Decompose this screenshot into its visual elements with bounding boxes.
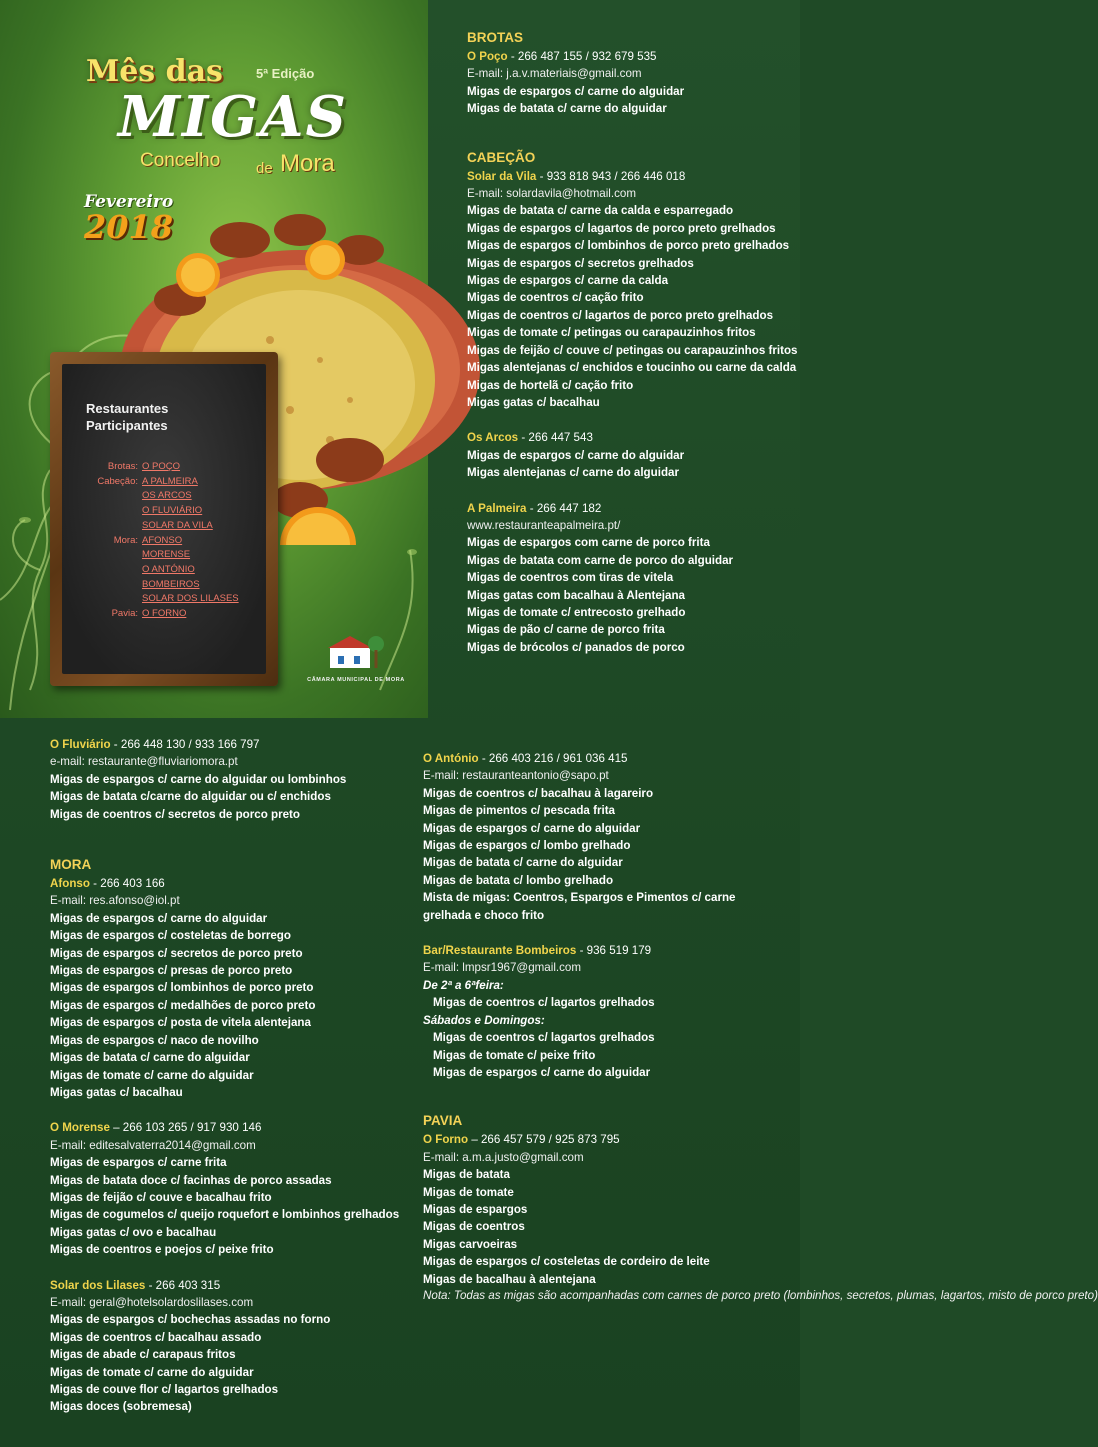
restaurant-phone: - 936 519 179 [576, 944, 652, 958]
board-row-value: O POÇO [142, 461, 181, 472]
board-row-label: Pavia: [111, 608, 138, 620]
restaurant-phone: - 266 403 315 [145, 1278, 221, 1292]
dish-item: Migas de espargos c/ lombinhos de porco preto [50, 981, 314, 995]
dish-item: Migas de batata c/carne do alguidar ou c/ enchidos [50, 790, 331, 804]
restaurant-name: Solar da Vila [467, 169, 537, 183]
dish-item: Migas de tomate [423, 1185, 514, 1199]
restaurant-name: Afonso [50, 877, 90, 891]
dish-item: Migas de espargos com carne de porco frita [467, 536, 710, 550]
dish-item: Migas gatas c/ ovo e bacalhau [50, 1225, 217, 1239]
note: Nota: Todas as migas são acompanhadas com carnes de porco preto (lombinhos, secretos, plumas, lagartos, misto de porco preto) [423, 1288, 1098, 1302]
board-row-value: SOLAR DOS LILASES [142, 593, 239, 605]
dish-list-a-palmeira [467, 534, 797, 656]
restaurant-line-o-fluviario [50, 736, 410, 753]
board-row [72, 548, 258, 563]
region-heading-brotas: BROTAS [467, 30, 523, 45]
dish-item: Migas carvoeiras [423, 1237, 518, 1251]
dish-item: Migas de batata [423, 1168, 510, 1182]
poster-title-top: Mês das [86, 54, 223, 89]
dish-item: Migas de coentros c/ secretos de porco preto [50, 807, 300, 821]
camara-caption: CÂMARA MUNICIPAL DE MORA [307, 677, 405, 683]
restaurant-phone: - 266 403 166 [89, 877, 165, 891]
board-row-label [72, 504, 142, 519]
restaurant-line-a-palmeira [467, 500, 797, 517]
board-row-value: O FORNO [142, 608, 187, 620]
dish-item: Migas de brócolos c/ panados de porco [467, 640, 685, 654]
dish-item: Migas de espargos c/ lombo grelhado [423, 839, 631, 853]
dish-item: Migas de pão c/ carne de porco frita [467, 623, 665, 637]
board-heading-1: Restaurantes [86, 401, 169, 416]
restaurant-email[interactable]: E-mail: geral@hotelsolardoslilases.com [50, 1295, 254, 1309]
dish-item: Migas de cogumelos c/ queijo roquefort e lombinhos grelhados [50, 1208, 400, 1222]
region-heading-cabecao: CABEÇÃO [467, 149, 536, 165]
restaurant-name: Os Arcos [467, 431, 519, 445]
dish-list-o-antonio [423, 785, 793, 889]
restaurant-line-o-poco [467, 48, 797, 65]
board-row [72, 504, 258, 519]
dish-item: Migas de coentros c/ cação frito [467, 291, 644, 305]
spacer [467, 482, 797, 500]
restaurant-email[interactable]: E-mail: lmpsr1967@gmail.com [423, 961, 582, 975]
dish-item: Migas de espargos c/ lagartos de porco preto grelhados [467, 221, 776, 235]
restaurant-phone: - 266 487 155 / 932 679 535 [507, 50, 657, 63]
poster-subtitle-de: de [256, 160, 273, 177]
dish-item: Migas de coentros c/ lagartos de porco preto grelhados [467, 308, 774, 322]
board-row [72, 489, 258, 504]
dish-item: Migas de espargos c/ carne do alguidar [50, 911, 268, 925]
dish-item: Migas alentejanas c/ enchidos e toucinho ou carne da calda [467, 361, 797, 375]
board-row [72, 519, 258, 534]
restaurant-name: O Fluviário [50, 738, 111, 751]
spacer [50, 1101, 410, 1119]
dish-item: Migas de espargos c/ bochechas assadas no forno [50, 1313, 331, 1327]
restaurant-email[interactable]: E-mail: editesalvaterra2014@gmail.com [50, 1138, 256, 1152]
dish-item: Migas de tomate c/ entrecosto grelhado [467, 605, 686, 619]
dish-list-o-fluviario [50, 771, 410, 823]
dish-list-afonso [50, 910, 410, 1101]
column-fluviario-mora [50, 736, 410, 1416]
dish-item: Migas de espargos c/ secretos de porco preto [50, 946, 303, 960]
dish-item: Migas de batata c/ carne da calda e esparregado [467, 204, 734, 218]
poster [0, 0, 428, 718]
restaurant-email[interactable]: E-mail: restauranteantonio@sapo.pt [423, 769, 609, 783]
board-restaurant-list [72, 460, 258, 622]
restaurant-website[interactable]: www.restauranteapalmeira.pt/ [467, 518, 621, 532]
restaurant-name: O Forno [423, 1133, 469, 1147]
board-row-value: O FLUVIÁRIO [142, 505, 203, 517]
dish-item: Migas gatas com bacalhau à Alentejana [467, 588, 685, 602]
region-heading-pavia: PAVIA [423, 1113, 463, 1129]
restaurant-line-o-morense [50, 1119, 410, 1136]
poster-subtitle-concelho: Concelho [140, 150, 221, 171]
board-row-value: BOMBEIROS [142, 578, 200, 590]
restaurant-name: A Palmeira [467, 501, 527, 515]
dish-list-solar-da-vila [467, 202, 797, 411]
dish-item: Migas de coentros [423, 1220, 525, 1234]
restaurant-line-o-forno [423, 1131, 793, 1148]
dish-item: Migas de batata com carne de porco do alguidar [467, 553, 734, 567]
dish-item: Migas de batata doce c/ facinhas de porco assadas [50, 1173, 332, 1187]
dish-item: Migas de espargos c/ carne da calda [467, 274, 669, 288]
restaurant-phone: – 266 457 579 / 925 873 795 [468, 1133, 620, 1147]
poster-year: 2018 [84, 208, 174, 246]
poster-title [80, 50, 380, 190]
poster-month: Fevereiro [84, 192, 174, 212]
camara-logo [296, 630, 416, 683]
restaurant-line-solar-dos-lilases [50, 1277, 410, 1294]
board-row-label [72, 519, 142, 534]
dish-item: Migas de batata c/ carne do alguidar [423, 856, 623, 870]
dish-item: Migas de tomate c/ peixe frito [433, 1048, 596, 1062]
restaurant-email[interactable]: E-mail: j.a.v.materiais@gmail.com [467, 67, 642, 81]
dish-item: Migas de espargos c/ costeletas de cordeiro de leite [423, 1255, 710, 1269]
dish-item: Migas de espargos c/ carne do alguidar [467, 84, 685, 98]
restaurant-line-afonso [50, 875, 410, 892]
dish-item: Migas de espargos c/ lombinhos de porco preto grelhados [467, 239, 790, 253]
restaurant-email[interactable]: e-mail: restaurante@fluviariomora.pt [50, 755, 238, 769]
weekend-label: Sábados e Domingos: [423, 1013, 545, 1027]
spacer [467, 411, 797, 429]
board-row-value: OS ARCOS [142, 490, 192, 502]
dish-item: Migas de espargos c/ posta de vitela alentejana [50, 1016, 311, 1030]
restaurant-email[interactable]: E-mail: res.afonso@iol.pt [50, 894, 180, 908]
dish-item: Migas de tomate c/ petingas ou carapauzinhos fritos [467, 326, 756, 340]
dish-item: Migas de batata c/ carne do alguidar [50, 1051, 250, 1065]
column-antonio-pavia [423, 750, 1098, 1305]
board-row-label [72, 578, 142, 593]
dish-item: Migas de pimentos c/ pescada frita [423, 804, 615, 818]
chalkboard-surface [62, 364, 266, 674]
dish-item: Migas de coentros c/ lagartos grelhados [433, 996, 655, 1010]
board-row [72, 578, 258, 593]
dish-item: Migas doces (sobremesa) [50, 1400, 192, 1414]
dish-item: Migas de bacalhau à alentejana [423, 1272, 596, 1286]
dish-item: Migas de abade c/ carapaus fritos [50, 1348, 236, 1362]
board-row-label [72, 489, 142, 504]
dish-item: Migas de coentros c/ lagartos grelhados [433, 1031, 655, 1045]
dish-item: Migas de coentros com tiras de vitela [467, 571, 674, 585]
poster-title-main: MIGAS [118, 84, 348, 150]
restaurant-phone: - 266 448 130 / 933 166 797 [110, 738, 260, 751]
restaurant-email[interactable]: E-mail: a.m.a.justo@gmail.com [423, 1150, 584, 1164]
dish-item: grelhada e choco frito [423, 908, 545, 922]
dish-item: Migas de espargos c/ costeletas de borrego [50, 929, 291, 943]
restaurant-line-solar-da-vila [467, 168, 797, 185]
restaurant-name: O Morense [50, 1121, 110, 1135]
dish-item: Migas de espargos c/ carne do alguidar [433, 1065, 651, 1079]
dish-item: Migas de espargos c/ medalhões de porco preto [50, 998, 316, 1012]
board-row-label: Brotas: [107, 461, 138, 472]
restaurant-phone: – 266 103 265 / 917 930 146 [109, 1121, 262, 1135]
dish-list-bombeiros-weekday [423, 994, 793, 1011]
restaurant-phone: - 266 447 543 [518, 431, 593, 445]
dish-item: Migas de feijão c/ couve c/ petingas ou carapauzinhos fritos [467, 343, 798, 357]
dish-item: Migas de tomate c/ carne do alguidar [50, 1365, 254, 1379]
board-row [72, 563, 258, 578]
dish-item: Migas de tomate c/ carne do alguidar [50, 1068, 254, 1082]
restaurant-phone: - 266 403 216 / 961 036 415 [478, 752, 628, 765]
dish-list-o-poco [467, 83, 797, 118]
dish-item: Migas de espargos c/ secretos grelhados [467, 256, 694, 270]
dish-item: Migas de espargos c/ carne do alguidar [467, 448, 685, 462]
board-row-label [72, 548, 142, 563]
chalkboard [50, 352, 278, 686]
board-row-value: O ANTÓNIO [142, 563, 195, 575]
board-row [72, 460, 258, 475]
spacer [423, 924, 793, 942]
region-heading-mora: MORA [50, 857, 92, 873]
restaurant-name: O António [423, 752, 479, 765]
dish-item: Migas gatas c/ bacalhau [467, 395, 600, 409]
spacer [50, 1259, 410, 1277]
restaurant-name: O Poço [467, 50, 508, 63]
board-row-value: SOLAR DA VILA [142, 519, 213, 531]
dish-item: Migas de espargos c/ naco de novilho [50, 1033, 259, 1047]
dish-list-solar-dos-lilases [50, 1311, 410, 1415]
board-heading-2: Participantes [86, 418, 168, 433]
weekday-label: De 2ª a 6ªfeira: [423, 978, 504, 992]
column-brotas-cabecao [467, 28, 797, 656]
board-row-label: Cabeção: [97, 475, 138, 487]
board-row [72, 592, 258, 607]
dish-list-bombeiros-weekend [423, 1029, 793, 1081]
restaurant-email[interactable]: E-mail: solardavila@hotmail.com [467, 187, 636, 201]
dish-item: Migas de coentros c/ bacalhau à lagareiro [423, 786, 654, 800]
dish-item: Migas de coentros c/ bacalhau assado [50, 1330, 262, 1344]
restaurant-name: Solar dos Lilases [50, 1278, 146, 1292]
dish-list-os-arcos [467, 447, 797, 482]
dish-item: Migas de couve flor c/ lagartos grelhados [50, 1383, 279, 1396]
restaurant-name: Bar/Restaurante Bombeiros [423, 944, 577, 958]
dish-item: Migas de espargos [423, 1202, 528, 1216]
dish-item: Migas de espargos c/ presas de porco preto [50, 964, 293, 978]
board-row-label [72, 563, 142, 578]
restaurant-line-os-arcos [467, 429, 797, 446]
dish-item: Migas de batata c/ lombo grelhado [423, 873, 614, 887]
board-row-value: MORENSE [142, 549, 191, 561]
dish-list-o-morense [50, 1154, 410, 1258]
board-row [72, 534, 258, 549]
dish-item: Migas de espargos c/ carne frita [50, 1156, 227, 1170]
restaurant-line-o-antonio [423, 750, 793, 767]
dish-item: Migas de coentros e poejos c/ peixe frito [50, 1243, 274, 1257]
board-row-value: A PALMEIRA [142, 475, 198, 487]
restaurant-phone: - 933 818 943 / 266 446 018 [536, 169, 686, 183]
board-row-value: AFONSO [142, 534, 183, 546]
dish-item: Migas de hortelã c/ cação frito [467, 378, 634, 392]
dish-item: Migas gatas c/ bacalhau [50, 1085, 183, 1099]
board-row-label: Mora: [113, 534, 138, 546]
board-row-label [72, 592, 142, 607]
poster-subtitle-mora: Mora [280, 150, 335, 177]
restaurant-line-bombeiros [423, 942, 793, 959]
dish-item: Migas de batata c/ carne do alguidar [467, 102, 667, 116]
dish-item: Mista de migas: Coentros, Espargos e Pimentos c/ carne [423, 891, 736, 905]
dish-item: Migas alentejanas c/ carne do alguidar [467, 466, 679, 480]
dish-item: Migas de espargos c/ carne do alguidar ou lombinhos [50, 772, 347, 786]
dish-list-o-forno [423, 1166, 793, 1288]
poster-edition: 5ª Edição [256, 66, 315, 81]
town-hall-icon [326, 630, 386, 670]
board-row [72, 475, 258, 490]
dish-item: Migas de feijão c/ couve e bacalhau frito [50, 1190, 272, 1204]
restaurant-phone: - 266 447 182 [526, 501, 602, 515]
board-row [72, 607, 258, 622]
dish-item: Migas de espargos c/ carne do alguidar [423, 821, 641, 835]
